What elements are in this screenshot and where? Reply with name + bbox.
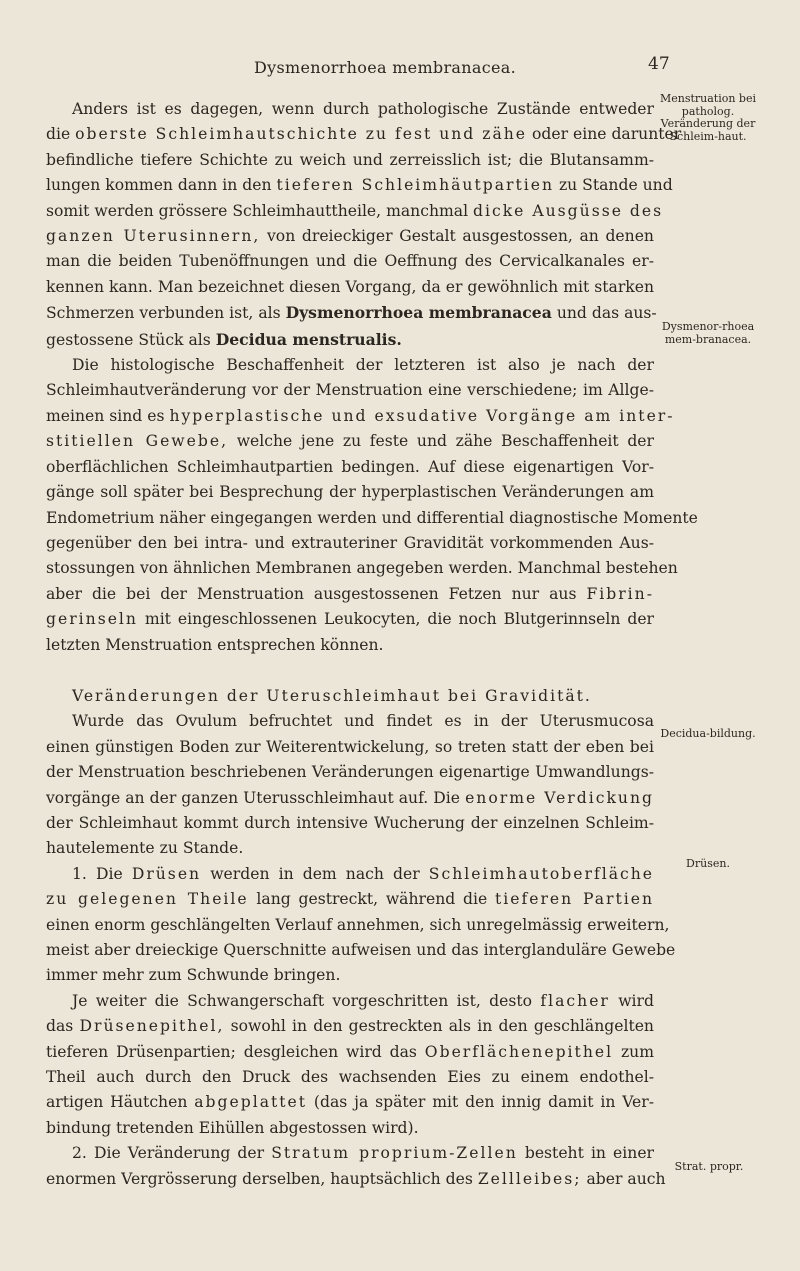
paragraph-druesen — [46, 862, 676, 989]
text-line: meist aber dreieckige Querschnitte aufweisen und das interglanduläre Gewebe — [46, 941, 676, 959]
text-line: einen enorm geschlängelten Verlauf annehmen, sich unregelmässig erweitern, — [46, 915, 670, 934]
text-line: kennen kann. Man bezeichnet diesen Vorgang, da er gewöhnlich mit starken — [46, 277, 654, 296]
text-line: oberflächlichen Schleimhautpartien bedingen. Auf diese eigenartigen Vor- — [46, 457, 654, 476]
paragraph-gravidity — [46, 709, 654, 861]
paragraph-epithel — [46, 989, 654, 1141]
text-line: Endometrium näher eingegangen werden und differential diagnostische Momente — [46, 508, 698, 527]
text-line: einen günstigen Boden zur Weiterentwickelung, so treten statt der eben bei — [46, 737, 654, 756]
text-line: aber die bei der Menstruation ausgestossenen Fetzen nur aus Fibrin- — [46, 584, 654, 603]
text-line: Theil auch durch den Druck des wachsenden Eies zu einem endothel- — [46, 1068, 654, 1087]
text-line: somit werden grössere Schleimhauttheile, manchmal dicke Ausgüsse des — [46, 201, 664, 220]
section-heading — [46, 684, 654, 709]
text-line: das Drüsenepithel, sowohl in den gestreckten als in den geschlängelten — [46, 1017, 654, 1036]
text-line: Wurde das Ovulum befruchtet und findet es in der Uterusmucosa — [72, 712, 654, 731]
margin-note-strat: Strat. propr. — [674, 1160, 744, 1173]
text-line: gestossene Stück als Decidua menstrualis. — [46, 329, 402, 349]
text-line: gegenüber den bei intra- und extrauteriner Gravidität vorkommenden Aus- — [46, 533, 654, 552]
text-line: der Menstruation beschriebenen Veränderungen eigenartige Umwandlungs- — [46, 763, 654, 782]
text-line: zu gelegenen Theile lang gestreckt, während die tieferen Partien — [46, 890, 655, 909]
text-line: gänge soll später bei Besprechung der hyperplastischen Veränderungen am — [46, 483, 654, 502]
text-line: Je weiter die Schwangerschaft vorgeschritten ist, desto flacher wird — [72, 991, 654, 1010]
text-line: artigen Häutchen abgeplattet (das ja später mit den innig damit in Ver- — [46, 1093, 654, 1112]
page-number: 47 — [648, 54, 670, 74]
text-line: meinen sind es hyperplastische und exsudative Vorgänge am inter- — [46, 406, 675, 425]
margin-note-druesen: Drüsen. — [686, 857, 730, 870]
text-line: die oberste Schleimhautschichte zu fest und zähe oder eine darunter — [46, 125, 682, 144]
main-text — [46, 97, 698, 1192]
text-line: letzten Menstruation entsprechen können. — [46, 635, 384, 654]
text-line: vorgänge an der ganzen Uterusschleimhaut auf. Die enorme Verdickung — [46, 788, 654, 807]
text-line: befindliche tiefere Schichte zu weich und zerreisslich ist; die Blutansamm- — [46, 150, 654, 169]
paragraph-stratum — [46, 1141, 666, 1192]
text-line: Schmerzen verbunden ist, als Dysmenorrhoea membranacea und das aus- — [46, 303, 657, 323]
text-line: bindung tretenden Eihüllen abgestossen wird). — [46, 1118, 419, 1137]
text-line: tieferen Drüsenpartien; desgleichen wird das Oberflächenepithel zum — [46, 1042, 654, 1061]
margin-note-menstruation: Menstruation bei patholog. Veränderung der Schleim-haut. — [659, 92, 757, 143]
text-line: gerinseln mit eingeschlossenen Leukocyten, die noch Blutgerinnseln der — [46, 610, 654, 629]
text-line: man die beiden Tubenöffnungen und die Oeffnung des Cervicalkanales er- — [46, 252, 654, 271]
text-line: 2. Die Veränderung der Stratum proprium-Zellen besteht in einer — [72, 1144, 654, 1163]
text-line: der Schleimhaut kommt durch intensive Wucherung der einzelnen Schleim- — [46, 813, 654, 832]
running-header: Dysmenorrhoea membranacea. — [254, 58, 516, 77]
text-line: stitiellen Gewebe, welche jene zu feste und zähe Beschaffenheit der — [46, 432, 654, 451]
text-line: Die histologische Beschaffenheit der letzteren ist also je nach der — [72, 356, 654, 375]
text-line: Schleimhautveränderung vor der Menstruation eine verschiedene; im Allge- — [46, 381, 654, 400]
text-line: Anders ist es dagegen, wenn durch pathologische Zustände entweder — [72, 100, 654, 118]
margin-note-decidua: Decidua-bildung. — [660, 727, 756, 740]
text-line: enormen Vergrösserung derselben, hauptsächlich des Zellleibes; aber auch — [46, 1169, 666, 1188]
margin-note-dysmenorrhoea: Dysmenor-rhoea mem-branacea. — [661, 320, 755, 346]
text-line: immer mehr zum Schwunde bringen. — [46, 966, 341, 985]
text-line: hautelemente zu Stande. — [46, 839, 244, 858]
text-line: 1. Die Drüsen werden in dem nach der Schleimhautoberfläche — [72, 864, 655, 883]
text-line: lungen kommen dann in den tieferen Schleimhäutpartien zu Stande und — [46, 176, 673, 195]
section-heading-text: Veränderungen der Uteruschleimhaut bei Gravidität. — [72, 686, 592, 705]
paragraph-pathology — [46, 97, 682, 353]
text-line: ganzen Uterusinnern, von dreieckiger Gestalt ausgestossen, an denen — [46, 227, 654, 246]
paragraph-histology — [46, 353, 698, 658]
text-line: stossungen von ähnlichen Membranen angegeben werden. Manchmal bestehen — [46, 559, 678, 578]
